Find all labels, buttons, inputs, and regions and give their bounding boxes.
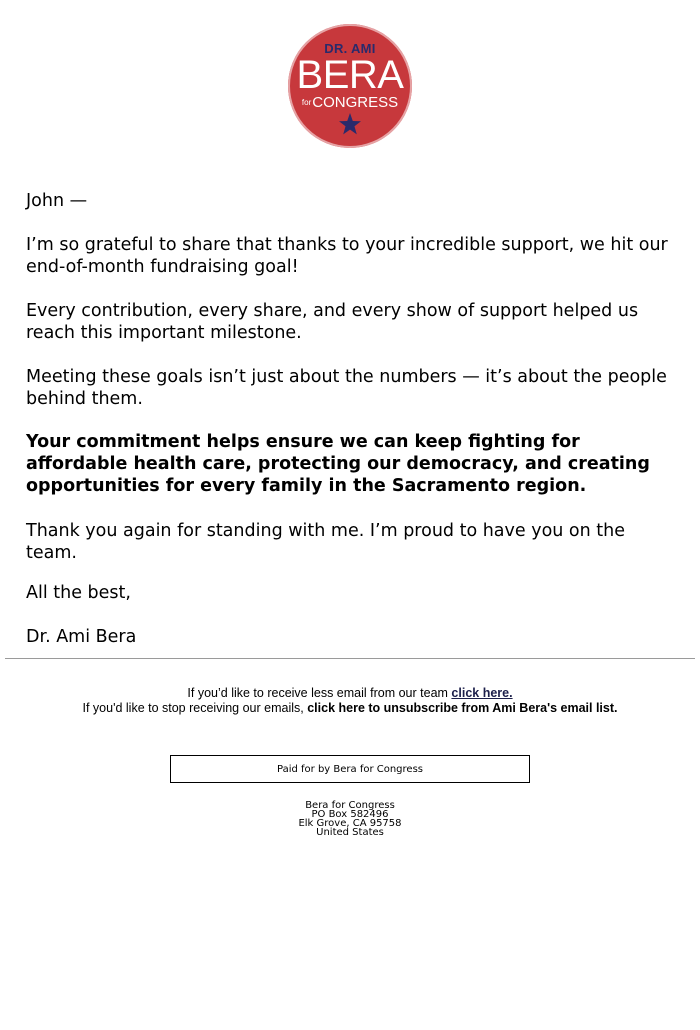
paragraph-gratitude: I’m so grateful to share that thanks to your incredible support, we hit our end-of-month fundraising goal!	[26, 235, 668, 277]
address-po-box: PO Box 582496	[311, 809, 389, 820]
greeting: John —	[26, 191, 88, 211]
unsubscribe-text: If you'd like to stop receiving our emails,	[82, 701, 308, 715]
logo-container	[0, 24, 700, 148]
paid-for-text: Paid for by Bera for Congress	[277, 763, 423, 775]
mailing-address	[0, 801, 700, 837]
logo-for-congress	[302, 95, 398, 111]
signature: Dr. Ami Bera	[26, 627, 137, 647]
less-email-line	[0, 686, 700, 701]
unsubscribe-line	[0, 701, 700, 716]
logo-for: for	[301, 98, 312, 107]
less-email-text: If you’d like to receive less email from our team	[187, 686, 452, 700]
logo-dr-ami: DR. AMI	[324, 41, 376, 56]
paragraph-thanks: Thank you again for standing with me. I’m proud to have you on the team.	[26, 521, 626, 563]
footer-divider	[5, 658, 695, 659]
address-country: United States	[316, 827, 384, 838]
footer-preferences	[0, 686, 700, 716]
less-email-link[interactable]: click here.	[451, 686, 513, 700]
paragraph-commitment: Your commitment helps ensure we can keep fighting for affordable health care, protecting our democracy, and creating opportunities for every family in the Sacramento region.	[26, 432, 650, 496]
logo-congress: CONGRESS	[312, 94, 399, 111]
campaign-logo	[288, 24, 412, 148]
unsubscribe-link[interactable]: click here to unsubscribe from Ami Bera's email list.	[307, 701, 618, 715]
paragraph-goals: Meeting these goals isn’t just about the numbers — it’s about the people behind them.	[26, 367, 667, 409]
address-city: Elk Grove, CA 95758	[298, 818, 402, 829]
star-icon	[338, 113, 362, 135]
address-name: Bera for Congress	[305, 800, 395, 811]
signoff: All the best,	[26, 583, 131, 603]
paragraph-contributions: Every contribution, every share, and every show of support helped us reach this important milestone.	[26, 301, 639, 343]
paid-for-disclaimer	[170, 755, 530, 783]
logo-bera: BERA	[296, 53, 404, 97]
